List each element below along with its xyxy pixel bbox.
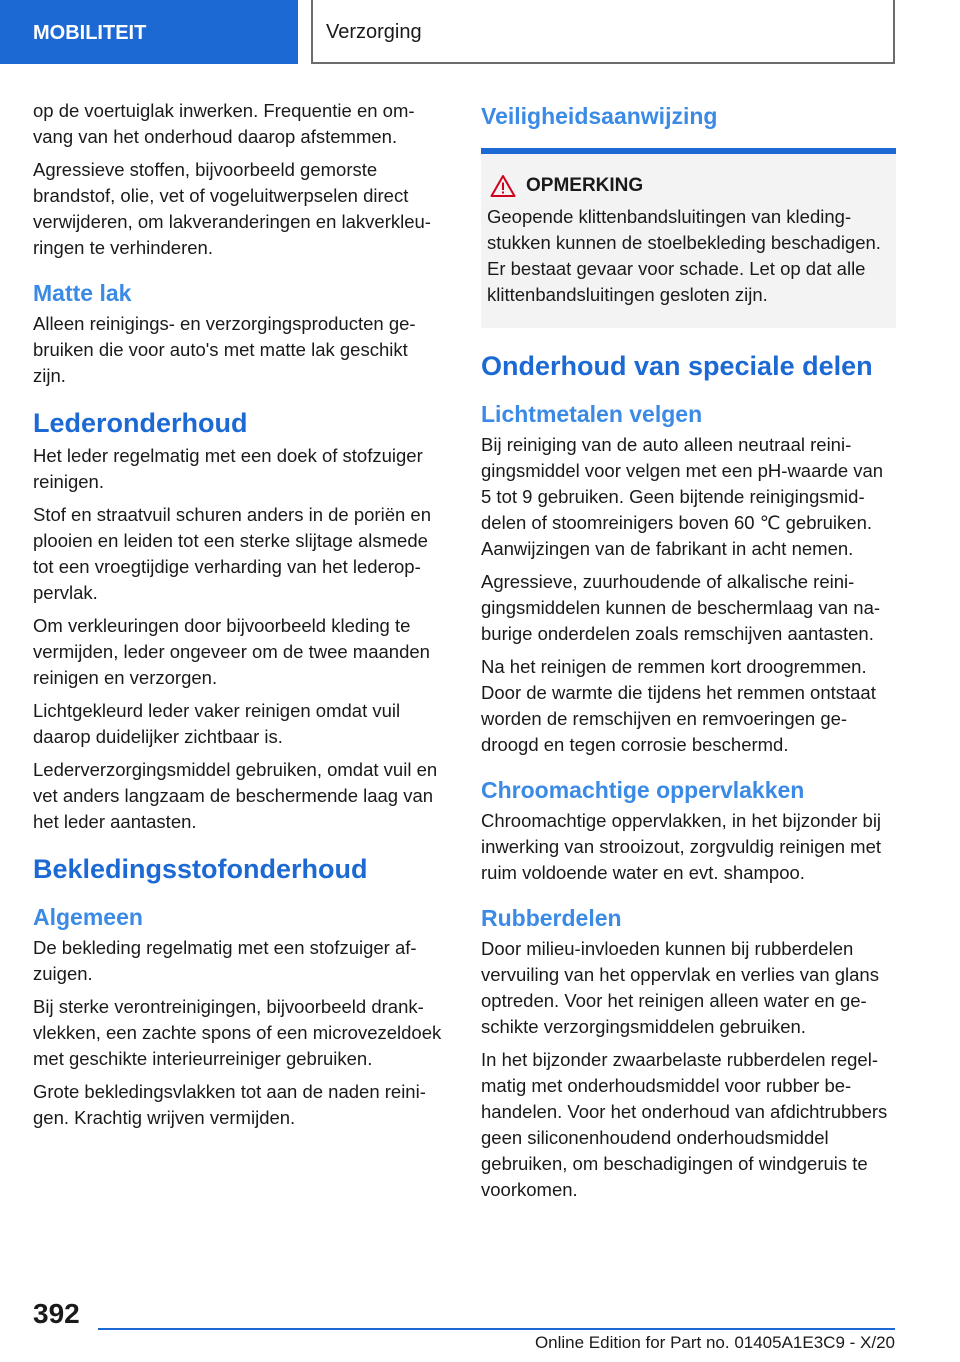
footer-divider: [98, 1328, 895, 1330]
heading-rubber-parts: Rubberdelen: [481, 905, 622, 931]
heading-safety-notice: Veiligheidsaanwijzing: [481, 103, 718, 129]
heading-general: Algemeen: [33, 904, 143, 930]
paragraph: Het leder regelmatig met een doek of stofzuiger reinigen.: [33, 445, 423, 492]
heading-alloy-wheels: Lichtmetalen velgen: [481, 401, 703, 427]
warning-triangle-icon: [490, 174, 516, 198]
left-column: [33, 98, 443, 1138]
heading-upholstery-care: Bekledingsstofonderhoud: [33, 854, 368, 884]
paragraph: Bij reiniging van de auto alleen neutraal reinigingsmiddel voor velgen met een pH-waarde van 5 tot 9 gebruiken. Geen bijtende reinigingsmiddelen of stoomreinigers boven 60 ℃ gebruiken. Aanwijzingen van de fabrikant in acht nemen.: [481, 434, 884, 559]
paragraph: Om verkleuringen door bijvoorbeeld kleding te vermijden, leder ongeveer om de twee maanden reinigen en verzorgen.: [33, 615, 430, 688]
page-header: [0, 0, 960, 68]
paragraph: Alleen reinigings- en verzorgingsproducten gebruiken die voor auto's met matte lak geschikt zijn.: [33, 313, 416, 386]
paragraph: Agressieve stoffen, bijvoorbeeld gemorste brandstof, olie, vet of vogeluitwerpselen direct verwijderen, om lakveranderingen en lakverkleuringen te verhinderen.: [33, 159, 431, 258]
paragraph: Door milieu-invloeden kunnen bij rubberdelen vervuiling van het oppervlak en verlies van glans optreden. Voor het reinigen alleen water en geschikte verzorgingsmiddelen gebruiken.: [481, 938, 879, 1037]
paragraph: op de voertuiglak inwerken. Frequentie en omvang van het onderhoud daarop afstemmen.: [33, 100, 415, 147]
paragraph: Lederverzorgingsmiddel gebruiken, omdat vuil en vet anders langzaam de beschermende laag van het leder aantasten.: [33, 759, 438, 832]
paragraph: De bekleding regelmatig met een stofzuiger afzuigen.: [33, 937, 417, 984]
paragraph: Stof en straatvuil schuren anders in de poriën en plooien en leiden tot een sterke slijtage alsmede tot een vroegtijdige verharding van het lederoppervlak.: [33, 504, 431, 603]
paragraph: Lichtgekleurd leder vaker reinigen omdat vuil daarop duidelijker zichtbaar is.: [33, 700, 401, 747]
notice-header: [487, 174, 888, 198]
heading-leather-care: Lederonderhoud: [33, 408, 248, 438]
paragraph: Chroomachtige oppervlakken, in het bijzonder bij inwerking van strooizout, zorgvuldig reinigen met ruim voldoende water en evt. shampoo.: [481, 810, 882, 883]
notice-box: [481, 148, 896, 328]
paragraph: In het bijzonder zwaarbelaste rubberdelen regelmatig met onderhoudsmiddel voor rubber behandelen. Voor het onderhoud van afdichtrubbers geen siliconenhoudend onderhoudsmiddel gebruiken, om beschadigingen of windgeruis te voorkomen.: [481, 1049, 888, 1200]
right-column: [481, 98, 896, 1210]
paragraph: Grote bekledingsvlakken tot aan de naden reinigen. Krachtig wrijven vermijden.: [33, 1081, 426, 1128]
notice-text: Geopende klittenbandsluitingen van kledingstukken kunnen de stoelbekleding beschadigen. Er bestaat gevaar voor schade. Let op dat alle klittenbandsluitingen gesloten zijn.: [487, 206, 881, 305]
heading-special-parts: Onderhoud van speciale delen: [481, 351, 873, 381]
paragraph: Bij sterke verontreinigingen, bijvoorbeeld drankvlekken, een zachte spons of een microvezeldoek met geschikte interieurreiniger gebruiken.: [33, 996, 442, 1069]
footer-edition: Online Edition for Part no. 01405A1E3C9 - X/20: [534, 1333, 895, 1352]
page-number: 392: [33, 1298, 80, 1329]
section-title: Verzorging: [311, 0, 895, 64]
paragraph: Agressieve, zuurhoudende of alkalische reinigingsmiddelen kunnen de beschermlaag van naburige onderdelen zoals remschijven aantasten.: [481, 571, 881, 644]
chapter-tab: MOBILITEIT: [0, 0, 298, 64]
paragraph: Na het reinigen de remmen kort droogremmen. Door de warmte die tijdens het remmen ontstaat worden de remschijven en remvoeringen gedroogd en tegen corrosie beschermd.: [481, 656, 876, 755]
heading-chrome-surfaces: Chroomachtige oppervlakken: [481, 777, 805, 803]
heading-matte-paint: Matte lak: [33, 280, 132, 306]
notice-label: OPMERKING: [526, 175, 644, 196]
